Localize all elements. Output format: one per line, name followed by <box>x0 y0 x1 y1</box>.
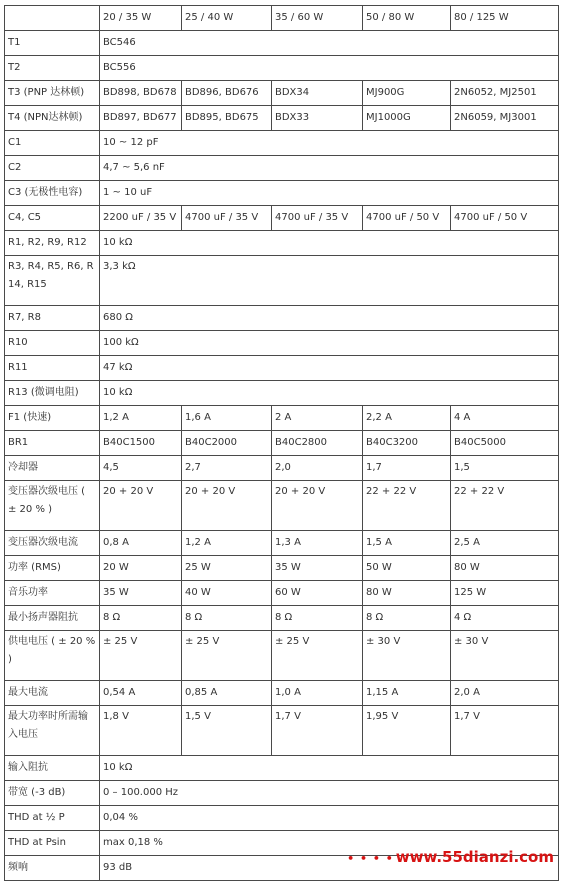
value-cell: 2N6052, MJ2501 <box>451 81 559 106</box>
row-label: 功率 (RMS) <box>5 556 100 581</box>
row-label: C3 (无极性电容) <box>5 181 100 206</box>
value-cell: BDX34 <box>272 81 363 106</box>
table-row <box>5 331 559 356</box>
value-cell: B40C1500 <box>100 431 182 456</box>
row-label: 最小扬声器阻抗 <box>5 606 100 631</box>
table-row <box>5 581 559 606</box>
value-cell: 4700 uF / 35 V <box>272 206 363 231</box>
table-row <box>5 381 559 406</box>
value-cell: 100 kΩ <box>100 331 559 356</box>
value-cell: 93 dB <box>100 856 559 881</box>
header-cell: 35 / 60 W <box>272 6 363 31</box>
value-cell: 4,7 ~ 5,6 nF <box>100 156 559 181</box>
header-cell: 20 / 35 W <box>100 6 182 31</box>
value-cell: BDX33 <box>272 106 363 131</box>
value-cell: 1,6 A <box>182 406 272 431</box>
table-row <box>5 681 559 706</box>
row-label: T3 (PNP 达林顿) <box>5 81 100 106</box>
value-cell: 10 ~ 12 pF <box>100 131 559 156</box>
row-label: R3, R4, R5, R6, R14, R15 <box>5 256 100 306</box>
table-row <box>5 706 559 756</box>
row-label: R10 <box>5 331 100 356</box>
value-cell: 35 W <box>272 556 363 581</box>
value-cell: 2200 uF / 35 V <box>100 206 182 231</box>
header-cell: 25 / 40 W <box>182 6 272 31</box>
row-label: C1 <box>5 131 100 156</box>
value-cell: 1,5 V <box>182 706 272 756</box>
value-cell: 20 + 20 V <box>182 481 272 531</box>
value-cell: 4 Ω <box>451 606 559 631</box>
table-row <box>5 206 559 231</box>
value-cell: BC556 <box>100 56 559 81</box>
value-cell: 1,7 <box>363 456 451 481</box>
value-cell: 4700 uF / 50 V <box>451 206 559 231</box>
row-label: T1 <box>5 31 100 56</box>
table-row <box>5 131 559 156</box>
row-label: R11 <box>5 356 100 381</box>
value-cell: 8 Ω <box>182 606 272 631</box>
value-cell: 25 W <box>182 556 272 581</box>
value-cell: 20 + 20 V <box>100 481 182 531</box>
value-cell: 2,2 A <box>363 406 451 431</box>
table-row <box>5 306 559 331</box>
table-row <box>5 781 559 806</box>
table-row <box>5 756 559 781</box>
value-cell: 8 Ω <box>272 606 363 631</box>
value-cell: 1,2 A <box>100 406 182 431</box>
table-row <box>5 631 559 681</box>
value-cell: 1,5 A <box>363 531 451 556</box>
value-cell: 1,15 A <box>363 681 451 706</box>
watermark-text: www.55dianzi.com <box>395 848 554 866</box>
value-cell: BD898, BD678 <box>100 81 182 106</box>
value-cell: 0,04 % <box>100 806 559 831</box>
value-cell: ± 25 V <box>182 631 272 681</box>
value-cell: 2,5 A <box>451 531 559 556</box>
value-cell: 4,5 <box>100 456 182 481</box>
value-cell: ± 30 V <box>451 631 559 681</box>
header-cell: 50 / 80 W <box>363 6 451 31</box>
value-cell: 1,8 V <box>100 706 182 756</box>
row-label: T2 <box>5 56 100 81</box>
value-cell: 80 W <box>451 556 559 581</box>
value-cell: 4 A <box>451 406 559 431</box>
table-row <box>5 81 559 106</box>
header-cell: 80 / 125 W <box>451 6 559 31</box>
value-cell: 8 Ω <box>363 606 451 631</box>
value-cell: 1,0 A <box>272 681 363 706</box>
value-cell: B40C2800 <box>272 431 363 456</box>
value-cell: 20 + 20 V <box>272 481 363 531</box>
value-cell: 4700 uF / 50 V <box>363 206 451 231</box>
value-cell: 0 – 100.000 Hz <box>100 781 559 806</box>
value-cell: BD896, BD676 <box>182 81 272 106</box>
value-cell: ± 25 V <box>272 631 363 681</box>
value-cell: 10 kΩ <box>100 231 559 256</box>
value-cell: 22 + 22 V <box>451 481 559 531</box>
row-label: 带宽 (-3 dB) <box>5 781 100 806</box>
table-row <box>5 406 559 431</box>
row-label: THD at ½ P <box>5 806 100 831</box>
value-cell: 2 A <box>272 406 363 431</box>
row-label: THD at Psin <box>5 831 100 856</box>
value-cell: BD897, BD677 <box>100 106 182 131</box>
value-cell: 2N6059, MJ3001 <box>451 106 559 131</box>
row-label: 变压器次级电流 <box>5 531 100 556</box>
row-label: C4, C5 <box>5 206 100 231</box>
value-cell: 0,8 A <box>100 531 182 556</box>
row-label: F1 (快速) <box>5 406 100 431</box>
row-label: BR1 <box>5 431 100 456</box>
value-cell: 8 Ω <box>100 606 182 631</box>
value-cell: MJ900G <box>363 81 451 106</box>
value-cell: 3,3 kΩ <box>100 256 559 306</box>
value-cell: 40 W <box>182 581 272 606</box>
row-label: 频响 <box>5 856 100 881</box>
table-row <box>5 556 559 581</box>
value-cell: 10 kΩ <box>100 381 559 406</box>
row-label: T4 (NPN达林顿) <box>5 106 100 131</box>
row-label: R7, R8 <box>5 306 100 331</box>
value-cell: 680 Ω <box>100 306 559 331</box>
value-cell: 60 W <box>272 581 363 606</box>
table-row <box>5 356 559 381</box>
value-cell: 1,7 V <box>451 706 559 756</box>
value-cell: 1,3 A <box>272 531 363 556</box>
value-cell: ± 30 V <box>363 631 451 681</box>
value-cell: 0,54 A <box>100 681 182 706</box>
value-cell: 0,85 A <box>182 681 272 706</box>
value-cell: 1,7 V <box>272 706 363 756</box>
table-row <box>5 456 559 481</box>
component-table-body <box>5 6 559 881</box>
value-cell: max 0,18 % <box>100 831 559 856</box>
value-cell: 4700 uF / 35 V <box>182 206 272 231</box>
row-label: 变压器次级电压 ( ± 20 % ) <box>5 481 100 531</box>
value-cell: 10 kΩ <box>100 756 559 781</box>
value-cell: 1,2 A <box>182 531 272 556</box>
table-row <box>5 256 559 306</box>
value-cell: 47 kΩ <box>100 356 559 381</box>
table-row <box>5 431 559 456</box>
watermark <box>347 848 554 866</box>
table-row <box>5 231 559 256</box>
value-cell: 35 W <box>100 581 182 606</box>
row-label: R1, R2, R9, R12 <box>5 231 100 256</box>
value-cell: 2,0 A <box>451 681 559 706</box>
table-row <box>5 606 559 631</box>
value-cell: BD895, BD675 <box>182 106 272 131</box>
value-cell: 125 W <box>451 581 559 606</box>
value-cell: 50 W <box>363 556 451 581</box>
row-label: 供电电压 ( ± 20 % ) <box>5 631 100 681</box>
value-cell: MJ1000G <box>363 106 451 131</box>
table-row <box>5 156 559 181</box>
value-cell: B40C3200 <box>363 431 451 456</box>
table-row <box>5 531 559 556</box>
value-cell: BC546 <box>100 31 559 56</box>
table-row <box>5 806 559 831</box>
value-cell: 1,95 V <box>363 706 451 756</box>
watermark-dots: • • • • <box>347 852 394 865</box>
table-row <box>5 56 559 81</box>
value-cell: ± 25 V <box>100 631 182 681</box>
value-cell: 2,7 <box>182 456 272 481</box>
row-label: 最大电流 <box>5 681 100 706</box>
value-cell: 1,5 <box>451 456 559 481</box>
row-label: 最大功率时所需输入电压 <box>5 706 100 756</box>
table-row <box>5 31 559 56</box>
table-row <box>5 481 559 531</box>
value-cell: B40C2000 <box>182 431 272 456</box>
table-row <box>5 181 559 206</box>
row-label: C2 <box>5 156 100 181</box>
value-cell: B40C5000 <box>451 431 559 456</box>
value-cell: 22 + 22 V <box>363 481 451 531</box>
component-table <box>4 5 559 881</box>
header-cell <box>5 6 100 31</box>
value-cell: 80 W <box>363 581 451 606</box>
row-label: 冷却器 <box>5 456 100 481</box>
table-row <box>5 106 559 131</box>
value-cell: 20 W <box>100 556 182 581</box>
header-row <box>5 6 559 31</box>
value-cell: 1 ~ 10 uF <box>100 181 559 206</box>
value-cell: 2,0 <box>272 456 363 481</box>
row-label: 音乐功率 <box>5 581 100 606</box>
row-label: 输入阻抗 <box>5 756 100 781</box>
row-label: R13 (微调电阻) <box>5 381 100 406</box>
